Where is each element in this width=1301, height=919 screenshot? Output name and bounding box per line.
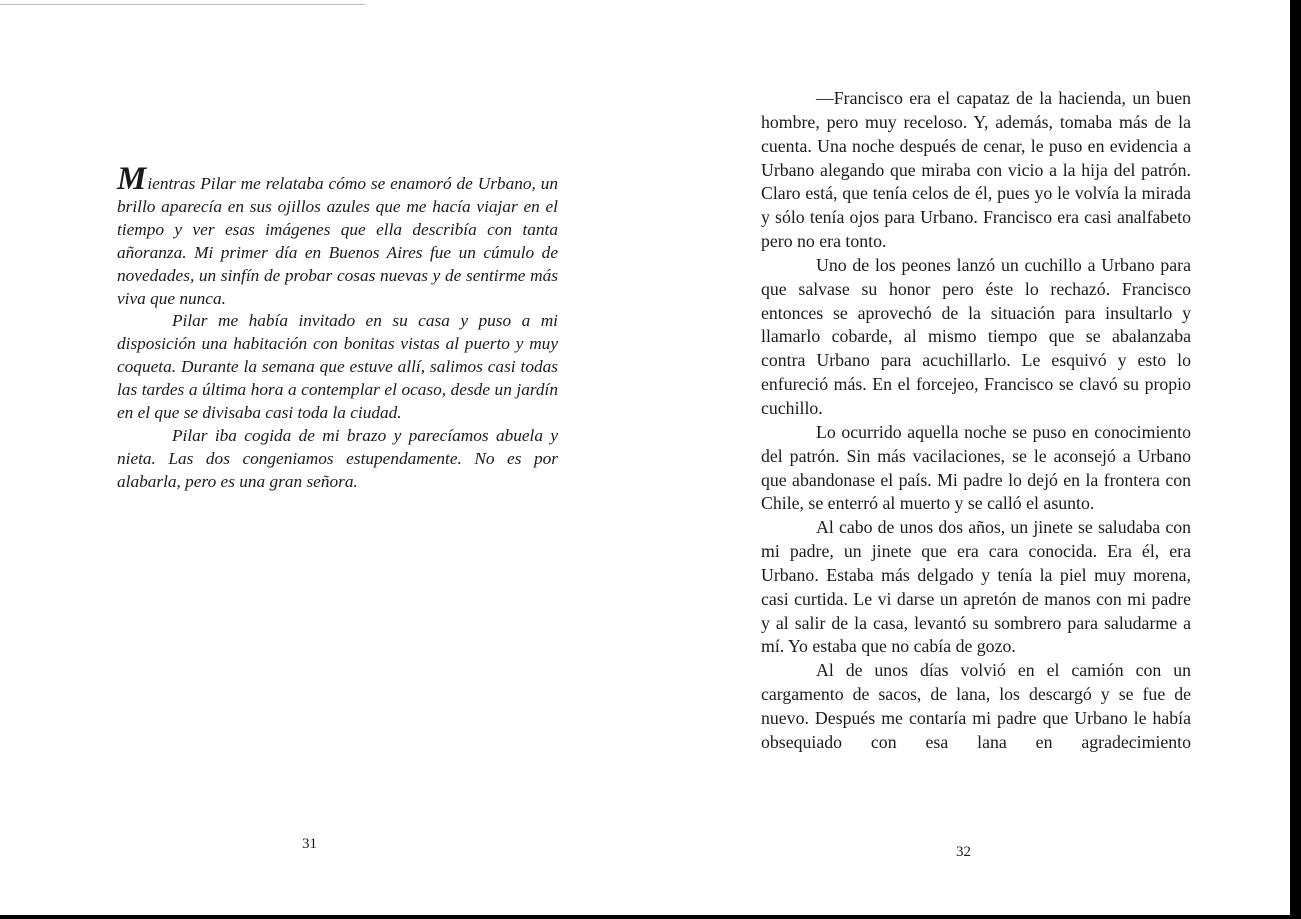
left-paragraph-1 [117, 161, 558, 310]
right-paragraph-4: Al cabo de unos dos años, un jinete se saludaba con mi padre, un jinete que era cara conocida. Era él, era Urbano. Estaba más delgado y tenía la piel muy morena, casi curtida. Le vi darse un apretón de manos con mi padre y al salir de la casa, levantó su sombrero para saludarme a mí. Yo estaba que no cabía de gozo. [761, 517, 1191, 657]
drop-cap: M [117, 161, 148, 197]
right-page [650, 0, 1290, 919]
page-number-left: 31 [302, 836, 317, 852]
right-paragraph-1: —Francisco era el capataz de la hacienda, un buen hombre, pero muy receloso. Y, además, tomaba más de la cuenta. Una noche después de cenar, le puso en evidencia a Urbano alegando que miraba con vicio a la hija del patrón. Claro está, que tenía celos de él, pues yo le volvía la mirada y sólo tenía ojos para Urbano. Francisco era casi analfabeto pero no era tonto. [761, 88, 1191, 252]
left-page-text [117, 161, 558, 494]
right-paragraph-3: Lo ocurrido aquella noche se puso en conocimiento del patrón. Sin más vacilaciones, se le aconsejó a Urbano que abandonase el país. Mi padre lo dejó en la frontera con Chile, se enterró al muerto y se calló el asunto. [761, 421, 1191, 514]
right-paragraph-5: Al de unos días volvió en el camión con un cargamento de sacos, de lana, los descargó y se fue de nuevo. Después me contaría mi padre que Urbano le había obsequiado con esa lana en agradecimiento [761, 660, 1191, 752]
left-page [0, 0, 650, 919]
left-paragraph-2: Pilar me había invitado en su casa y puso a mi disposición una habitación con bonitas vistas al puerto y muy coqueta. Durante la semana que estuve allí, salimos casi todas las tardes a última hora a contemplar el ocaso, desde un jardín en el que se divisaba casi toda la ciudad. [117, 311, 558, 423]
scan-border-bottom [0, 915, 1301, 919]
page-number-right: 32 [956, 844, 971, 860]
right-page-text [761, 87, 1191, 755]
left-paragraph-1-text: ientras Pilar me relataba cómo se enamoró de Urbano, un brillo aparecía en sus ojillos azules que me hacía viajar en el tiempo y ver esas imágenes que ella describía con tanta añoranza. Mi primer día en Buenos Aires fue un cúmulo de novedades, un sinfín de probar cosas nuevas y de sentirme más viva que nunca. [117, 174, 558, 308]
left-paragraph-3: Pilar iba cogida de mi brazo y parecíamos abuela y nieta. Las dos congeniamos estupendamente. No es por alabarla, pero es una gran señora. [117, 425, 558, 491]
right-paragraph-2: Uno de los peones lanzó un cuchillo a Urbano para que salvase su honor pero éste lo rechazó. Francisco entonces se aprovechó de la situación para insultarlo y llamarlo cobarde, al mismo tiempo que se abalanzaba contra Urbano para acuchillarlo. Le esquivó y esto lo enfureció más. En el forcejeo, Francisco se clavó su propio cuchillo. [761, 254, 1191, 418]
scan-border-right [1290, 0, 1301, 919]
